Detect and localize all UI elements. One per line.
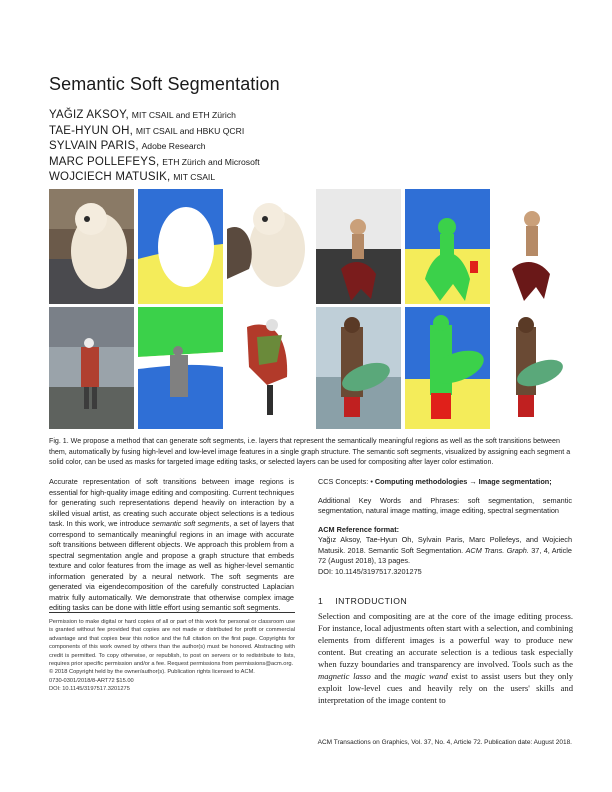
ccs-concepts: CCS Concepts: • Computing methodologies → Image segmentation;: [318, 477, 552, 486]
hiker-layer: [227, 307, 312, 429]
permission-notice: Permission to make digital or hard copies of all or part of this work for personal or classroom use is granted without fee provided that copies are not made or distributed for profit or commercial advantage and that copies bear this notice and the full citation on the first page. Copyrights for components of this work owned by others than the author(s) must be honored. Abstracting with credit is permitted. To copy otherwise, or republish, to post on servers or to redistribute to lists, requires prior specific permission and/or a fee. Request permissions from permissions@acm.org. © 2018 Copyright held by the owner/author(s). Publication rights licensed to ACM. 0730-0301/2018/8-ART72 $15.00 DOI: 10.1145/3197517.3201275: [49, 612, 295, 694]
dog-layer: [227, 189, 312, 304]
introduction-text: Selection and compositing are at the core of the image editing process. For instance, local adjustments often start with a selection, and combining elements from different images is a powerful way to produce new content. But creating an accurate selection is a tedious task especially when fuzzy boundaries and transparency are involved. Tools such as the magnetic lasso and the magic wand exist to assist users but they only exploit low-level cues and heavily rely on the users' skills and interpretation of the image content to: [318, 611, 574, 705]
dog-photo: [49, 189, 134, 304]
author-line: SYLVAIN PARIS, Adobe Research: [49, 140, 206, 152]
author-line: YAĞIZ AKSOY, MIT CSAIL and ETH Zürich: [49, 109, 236, 121]
teaser-figure: [49, 189, 571, 429]
author-line: TAE-HYUN OH, MIT CSAIL and HBKU QCRI: [49, 124, 245, 137]
abstract: Accurate representation of soft transitions between image regions is essential for high-quality image editing and compositing. Current techniques for generating such representations depend heavily on interaction by a skilled visual artist, as creating such accurate object selections is a tedious task. In this work, we introduce semantic soft segments, a set of layers that correspond to semantically meaningful regions in an image with accurate soft transitions between different objects. We approach this problem from a spectral segmentation angle and propose a graph structure that embeds texture and color features from the image as well as higher-level semantic information generated by a neural network. The soft segments are generated via eigendecomposition of the carefully constructed Laplacian matrix fully automatically. We demonstrate that otherwise complex image editing tasks can be done with little effort using semantic soft segments.: [49, 477, 294, 612]
surfer-layer: [494, 307, 571, 429]
keywords: Additional Key Words and Phrases: soft segmentation, semantic segmentation, natural image matting, image editing, spectral segmentation: [318, 495, 572, 515]
left-column: [49, 477, 294, 614]
dancer-photo: [316, 189, 401, 304]
paper-title: Semantic Soft Segmentation: [49, 74, 280, 94]
author-line: MARC POLLEFEYS, ETH Zürich and Microsoft: [49, 155, 260, 168]
author-list: [49, 108, 260, 186]
figure-caption: Fig. 1. We propose a method that can generate soft segments, i.e. layers that represent the semantically meaningful regions as well as the soft transitions between them, automatically by fusing high-level and low-level image features in a single graph structure. The semantic soft segments, visualized by assigning each segment a solid color, can be used as masks for targeted image editing tasks, or selected layers can be used for compositing after layer color estimation.: [49, 437, 571, 467]
surfer-photo: [316, 307, 401, 429]
right-column: [318, 477, 572, 585]
reference-format: ACM Reference format: Yağız Aksoy, Tae-Hyun Oh, Sylvain Paris, Marc Pollefeys, and Wojciech Matusik. 2018. Semantic Soft Segmentation. ACM Trans. Graph. 37, 4, Article 72 (August 2018), 13 pages. DOI: 10.1145/3197517.3201275: [318, 524, 572, 576]
hiker-photo: [49, 307, 134, 429]
dancer-layer: [494, 189, 571, 304]
section-heading: 1 INTRODUCTION: [318, 596, 408, 606]
dancer-segments: [405, 189, 490, 304]
dog-segments: [138, 189, 223, 304]
page-footer: ACM Transactions on Graphics, Vol. 37, No. 4, Article 72. Publication date: August 2018.: [317, 739, 572, 746]
author-line: WOJCIECH MATUSIK, MIT CSAIL: [49, 171, 216, 183]
surfer-segments: [405, 307, 490, 429]
hiker-segments: [138, 307, 223, 429]
